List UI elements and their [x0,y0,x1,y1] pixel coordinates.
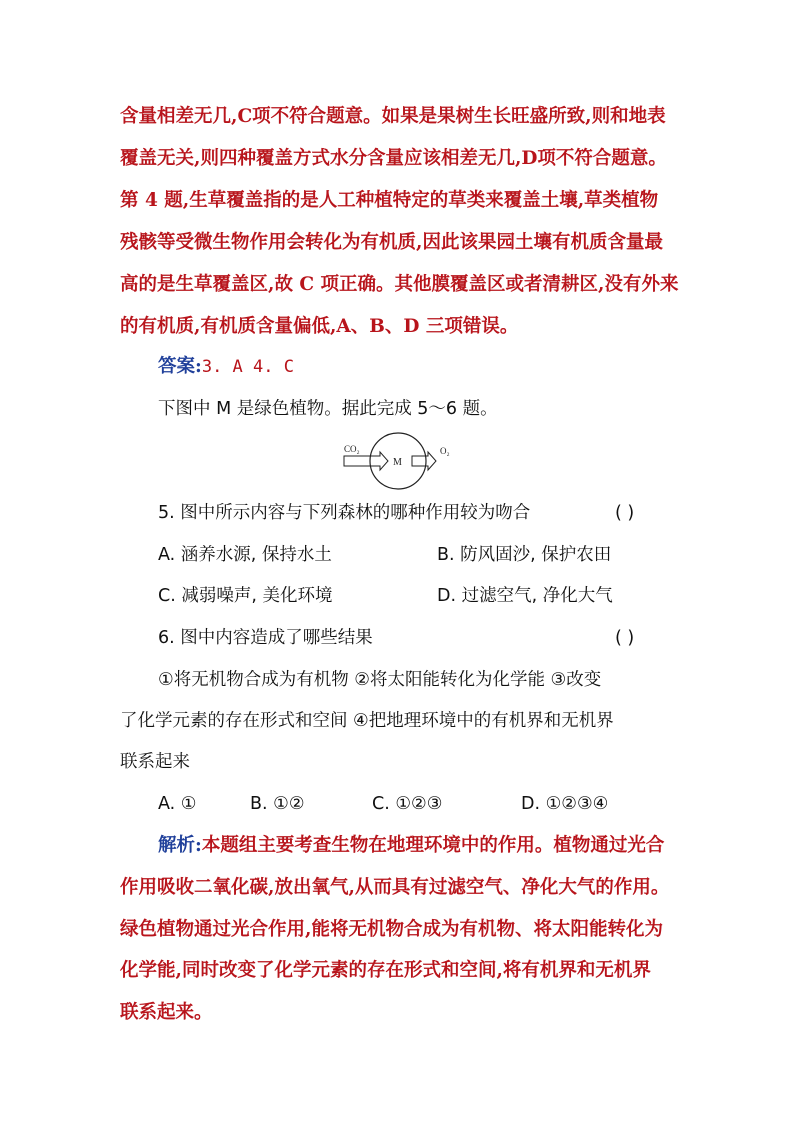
analysis-line-1: 含量相差无几,C项不符合题意。如果是果树生长旺盛所致,则和地表 [120,106,666,127]
q6-option-d: D. ①②③④ [521,794,609,814]
q5-option-d: D. 过滤空气, 净化大气 [437,586,613,606]
o2-arrow [412,452,436,470]
q6-paren: ( ) [615,628,635,648]
analysis-line-3: 第 4 题,生草覆盖指的是人工种植特定的草类来覆盖土壤,草类植物 [120,190,659,211]
co2-arrow [344,452,388,470]
q6-option-b: B. ①② [250,794,305,814]
analysis-line-6: 的有机质,有机质含量偏低,A、B、D 三项错误。 [120,316,519,337]
photosynthesis-diagram [340,432,460,490]
analysis2-line-5: 联系起来。 [120,1002,213,1023]
analysis2-line-3: 绿色植物通过光合作用,能将无机物合成为有机物、将太阳能转化为 [120,919,663,940]
answer-label: 答案: [158,356,202,377]
o2-label: O₂ [440,446,450,456]
analysis-line-4: 残骸等受微生物作用会转化为有机质,因此该果园土壤有机质含量最 [120,232,663,253]
q5-option-a: A. 涵养水源, 保持水土 [158,545,332,565]
q6-stem: 6. 图中内容造成了哪些结果 [158,628,373,648]
q5-paren: ( ) [615,503,635,523]
question-intro: 下图中 M 是绿色植物。据此完成 5～6 题。 [158,399,498,419]
co2-label: CO₂ [344,444,360,454]
q5-option-b: B. 防风固沙, 保护农田 [437,545,612,565]
q5-stem: 5. 图中所示内容与下列森林的哪种作用较为吻合 [158,503,531,523]
analysis-line-5: 高的是生草覆盖区,故 C 项正确。其他膜覆盖区或者清耕区,没有外来 [120,274,679,295]
q6-option-c: C. ①②③ [372,794,443,814]
q6-line-2: 了化学元素的存在形式和空间 ④把地理环境中的有机界和无机界 [120,711,614,731]
answer-value: 3. A 4. C [201,357,294,377]
analysis2-line-4: 化学能,同时改变了化学元素的存在形式和空间,将有机界和无机界 [120,960,651,981]
q6-line-1: ①将无机物合成为有机物 ②将太阳能转化为化学能 ③改变 [158,670,602,690]
analysis2-label: 解析: [158,835,202,856]
q6-line-3: 联系起来 [120,752,190,772]
plant-label: M [393,457,402,468]
answer-row [158,354,294,380]
analysis2-line-2: 作用吸收二氧化碳,放出氧气,从而具有过滤空气、净化大气的作用。 [120,877,670,898]
q6-option-a: A. ① [158,794,197,814]
analysis-line-2: 覆盖无关,则四种覆盖方式水分含量应该相差无几,D项不符合题意。 [120,148,667,169]
analysis2-row [158,833,664,859]
q5-option-c: C. 减弱噪声, 美化环境 [158,586,333,606]
analysis2-first-line: 本题组主要考查生物在地理环境中的作用。植物通过光合 [201,835,665,856]
